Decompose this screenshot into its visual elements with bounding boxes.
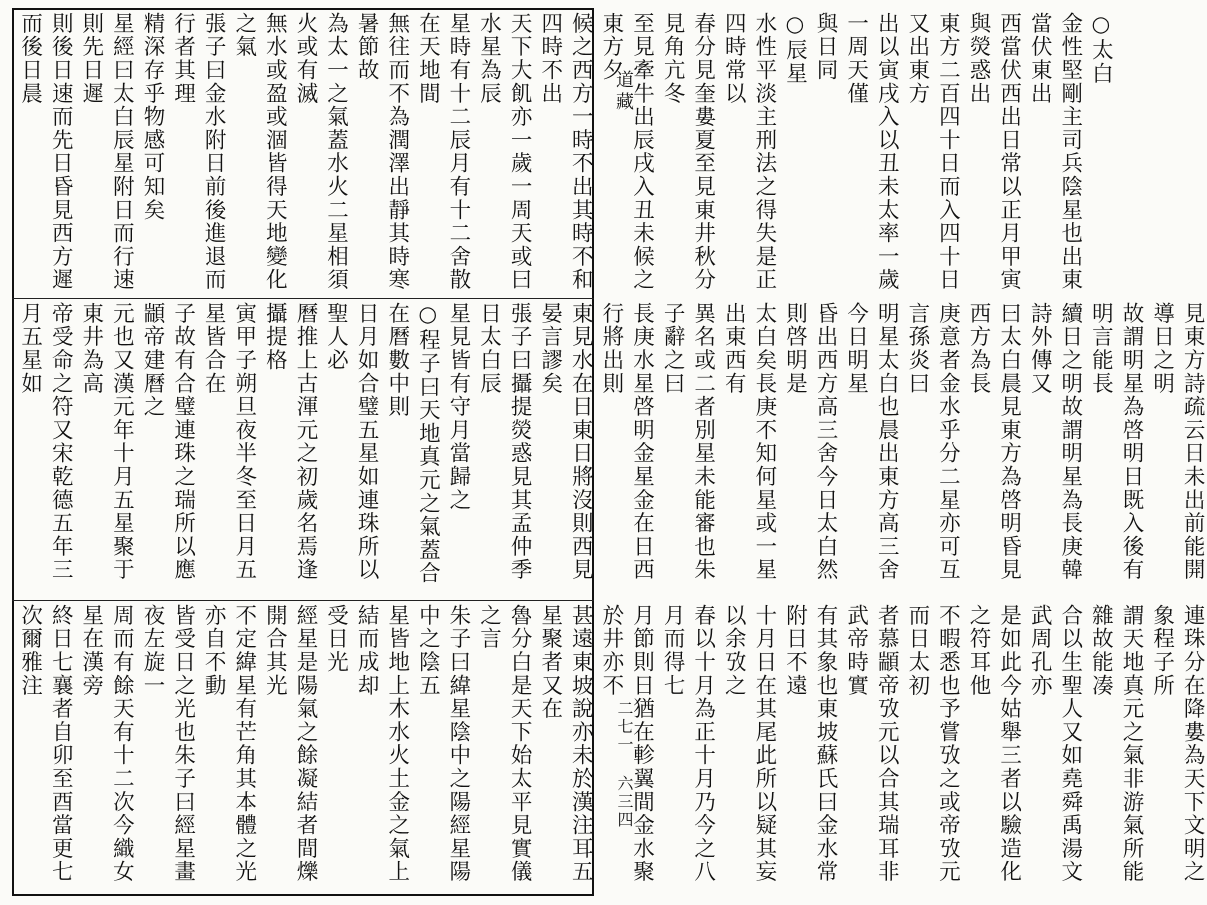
register-text: 見東方詩疏云日未出前能開導日之明 故謂明星為啓明日既入後有明言能長 續日之明故謂明星為長庚韓詩外傳又 曰太白晨見東方為啓明昏見西方為長 庚意者金水乎分二星亦可互言孫炎曰 明星太白也晨出東方高三舍今日明星 昏出西方高三舍今日太白然則啓明是 太白矣長庚不知何星或一星出東西有 異名或二者別星未能審也朱子辭之曰 長庚水星啓明金星金在日西行將出則 東見水在日東日將沒則西見晏言謬矣 張子曰攝提熒惑見其孟仲季日太白辰 星見皆有守月當歸之 ○程子曰天地真元之氣蓋合在曆數中則 日月如合璧五星如連珠所以聖人必 曆推上古渾元之初歲名焉逢攝提格 寅甲子朔旦夜半冬至日月五星皆合在 子故有合璧連珠之瑞所以應顓帝建曆之 元也又漢元年十月五星聚于東井為高 帝受命之符又宋乾德五年三月五星如 [17,302,1206,586]
register-divider [12,298,594,299]
register-text: ○太白 金性堅剛主司兵陰星也出東當伏東出 西當伏西出日常以正月甲寅與熒惑出 東方二百四十日而入四十日又出東方 出以寅戌入以丑未太率一歲一周天僅 與日同 ○辰星 水性平淡主刑法之得失是正四時常以 春分見奎婁夏至見東井秋分見角亢冬 至見牽牛出辰戌入丑未候之東方夕 候之西方一時不出其時不和四時不出 天下大飢亦一歲一周天或曰水星為辰 星時有十二辰月有十二舍散在天地間 無往而不為潤澤出靜其時寒暑節故 為太一之氣蓋水火二星相須火或有滅 無水或盈或涸皆得天地變化之氣 張子曰金水附日前後進退而行者其理 精深存乎物感可知矣 星經曰太白辰星附日而行速則先日遲 則後日速而先日昏見西方遲而後日晨 [17,12,1114,292]
text-register-middle [14,302,1206,598]
margin-page-number: 二七一 六三四 [615,700,634,829]
margin-book-title: 道藏 [613,70,634,114]
register-divider [12,600,594,601]
register-text: 連珠分在降婁為天下文明之象程子所 謂天地真元之氣非游氣所能雜故能凑 合以生聖人又如堯舜禹湯文武周孔亦 是如此今姑舉三者以驗造化之符耳他 不暇悉也予嘗攷之或帝攷元而日太初 者慕顓帝攷元以合其瑞耳非武帝時實 有其象也東坡蘇氏曰金水常附日不遠 十月日在其尾此所以疑其妄以余攷之 春以十月為正十月乃今之八月而得七 月節則日猶在軫翼間金水聚於井亦不 甚遠東坡說亦未於漢注耳五星聚者又在 魯分白是天下始太平見實儀之言 朱子曰緯星陰中之陽經星陽中之陰五 星皆地上木水火土金之氣上結而成却 受日光 經星是陽氣之餘凝結者間爍開合其光 不定緯星有芒角其本體之光亦自不動 皆受日之光也朱子曰經星畫夜左旋一 周而有餘天有十二次今織女星在漢旁 終日七襄者自卯至酉當更七次爾雅注 [17,604,1206,884]
